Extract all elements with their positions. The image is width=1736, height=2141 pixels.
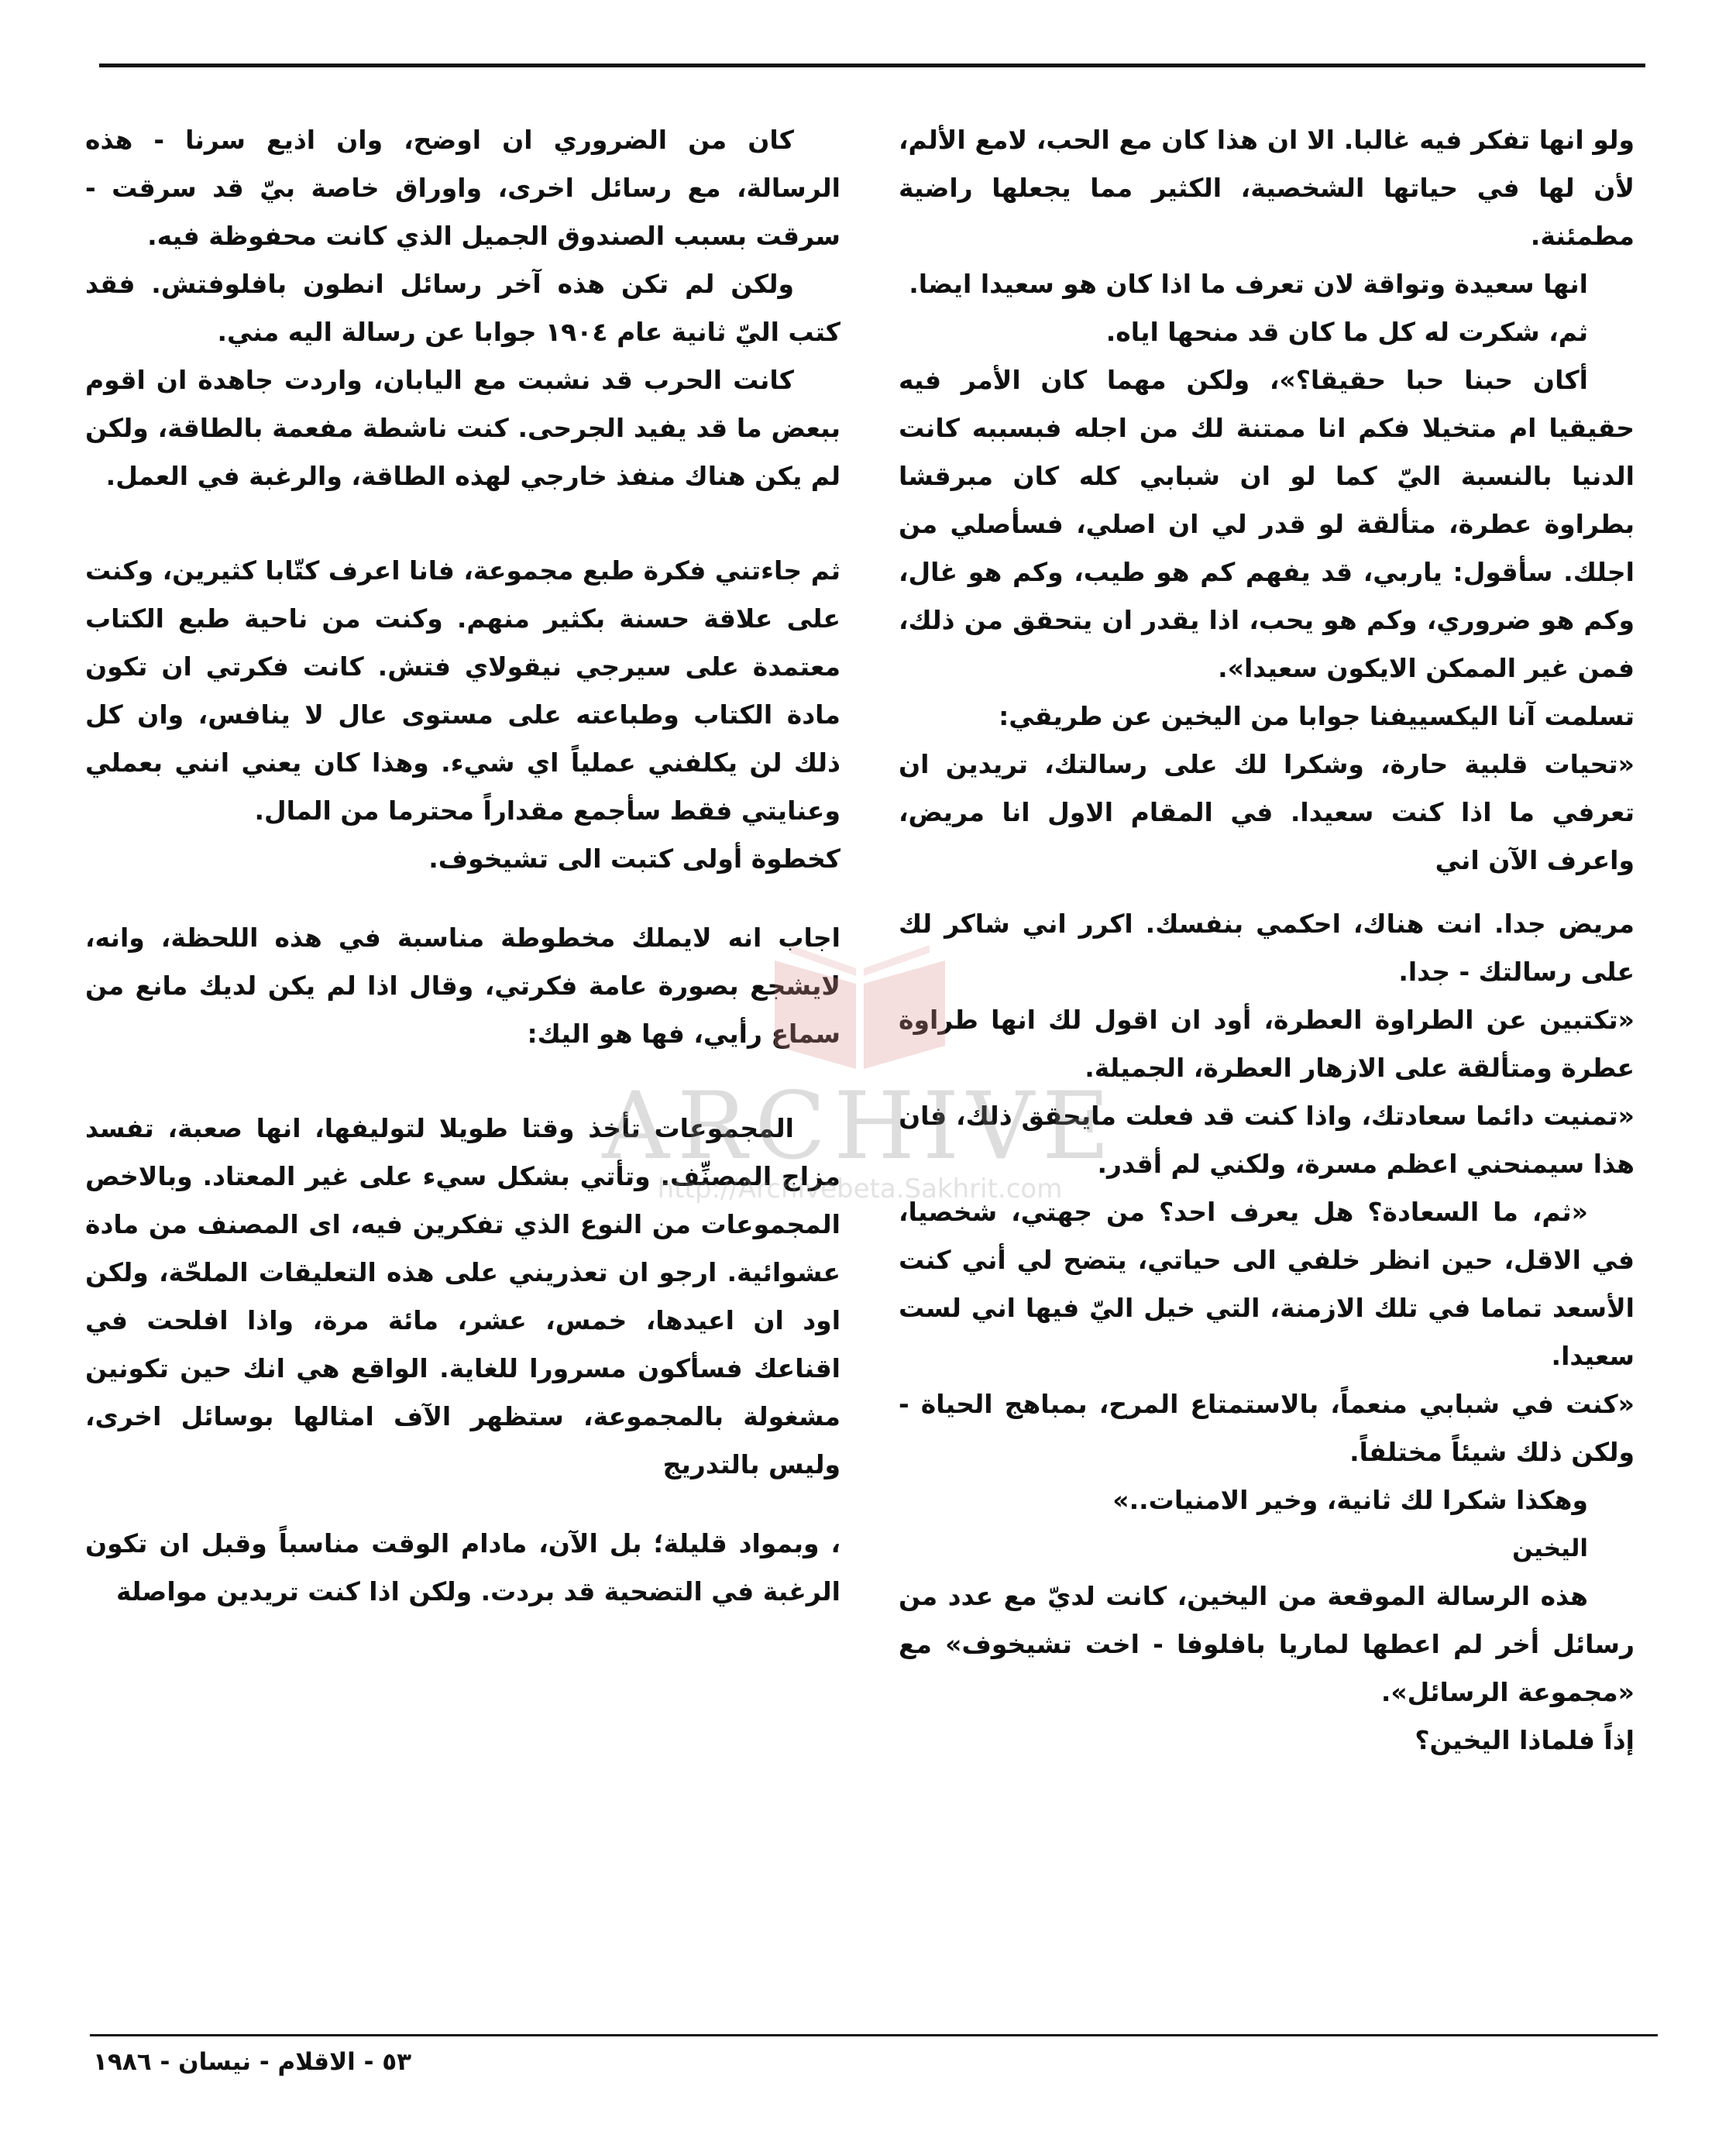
paragraph: «تكتبين عن الطراوة العطرة، أود ان اقول لك انها طراوة عطرة ومتألقة على الازهار العطرة، الجميلة.: [899, 1005, 1635, 1083]
left-column: [85, 116, 840, 1616]
paragraph: وهكذا شكرا لك ثانية، وخير الامنيات..»: [1112, 1485, 1588, 1515]
paragraph: انها سعيدة وتواقة لان تعرف ما اذا كان هو سعيدا ايضا.: [909, 269, 1588, 299]
paragraph: كخطوة أولى كتبت الى تشيخوف.: [428, 844, 840, 874]
paragraph: إذاً فلماذا اليخين؟: [1415, 1725, 1635, 1755]
top-rule: [99, 64, 1645, 67]
paragraph: ثم جاءتني فكرة طبع مجموعة، فانا اعرف كتّابا كثيرين، وكنت على علاقة حسنة بكثير منهم. وكنت من ناحية طبع الكتاب معتمدة على سيرجي نيقولاي فتش. كانت فكرتي ان تكون مادة الكتاب وطباعته على مستوى عال لا ينافس، وان كل ذلك لن يكلفني عملياً اي شيء. وهذا كان يعني انني بعملي وعنايتي فقط سأجمع مقداراً محترما من المال.: [85, 555, 840, 826]
paragraph: مريض جدا. انت هناك، احكمي بنفسك. اكرر اني شاكر لك على رسالتك - جدا.: [899, 909, 1635, 987]
paragraph: كان من الضروري ان اوضح، وان اذيع سرنا - هذه الرسالة، مع رسائل اخرى، واوراق خاصة بيّ قد سرقت - سرقت بسبب الصندوق الجميل الذي كانت محفوظة فيه.: [85, 125, 840, 251]
paragraph: ولو انها تفكر فيه غالبا. الا ان هذا كان مع الحب، لامع الألم، لأن لها في حياتها الشخصية، الكثير مما يجعلها راضية مطمئنة.: [899, 125, 1635, 251]
paragraph: «تمنيت دائما سعادتك، واذا كنت قد فعلت مايحقق ذلك، فان هذا سيمنحني اعظم مسرة، ولكني لم أقدر.: [899, 1101, 1635, 1179]
paragraph: تسلمت آنا اليكسييفنا جوابا من اليخين عن طريقي:: [999, 701, 1635, 731]
paragraph: ، وبمواد قليلة؛ بل الآن، مادام الوقت مناسباً وقبل ان تكون الرغبة في التضحية قد بردت. ولكن اذا كنت تريدين مواصلة: [85, 1528, 840, 1607]
paragraph: «ثم، ما السعادة؟ هل يعرف احد؟ من جهتي، شخصيا، في الاقل، حين انظر خلفي الى حياتي، يتضح لي أني كنت الأسعد تماما في تلك الازمنة، التي خيل اليّ فيها اني لست سعيدا.: [899, 1197, 1635, 1371]
paragraph: كانت الحرب قد نشبت مع اليابان، واردت جاهدة ان اقوم ببعض ما قد يفيد الجرحى. كنت ناشطة مفعمة بالطاقة، ولكن لم يكن هناك منفذ خارجي لهذه الطاقة، والرغبة في العمل.: [85, 365, 840, 491]
paragraph: هذه الرسالة الموقعة من اليخين، كانت لديّ مع عدد من رسائل أخر لم اعطها لماريا بافلوفا - اخت تشيخوف» مع «مجموعة الرسائل».: [899, 1581, 1635, 1707]
watermark-url: http://Archivebeta.Sakhrit.com: [657, 1174, 1063, 1205]
paragraph: «تحيات قلبية حارة، وشكرا لك على رسالتك، تريدين ان تعرفي ما اذا كنت سعيدا. في المقام الاول انا مريض، واعرف الآن اني: [899, 749, 1635, 875]
paragraph: «كنت في شبابي منعماً، بالاستمتاع المرح، بمباهج الحياة - ولكن ذلك شيئاً مختلفاً.: [899, 1389, 1635, 1467]
watermark-title: ARCHIVE: [602, 1073, 1118, 1180]
page-footer: ٥٣ - الاقلام - نيسان - ١٩٨٦: [93, 2048, 412, 2076]
paragraph: المجموعات تأخذ وقتا طويلا لتوليفها، انها صعبة، تفسد مزاج المصنِّف. وتأتي بشكل سيء على غير المعتاد. وبالاخص المجموعات من النوع الذي تفكرين فيه، اى المصنف من مادة عشوائية. ارجو ان تعذريني على هذه التعليقات الملحّة، ولكن اود ان اعيدها، خمس، عشر، مائة مرة، واذا افلحت في اقناعك فسأكون مسرورا للغاية. الواقع هي انك حين تكونين مشغولة بالمجموعة، ستظهر الآف امثالها بوسائل اخرى، وليس بالتدريج: [85, 1113, 840, 1479]
signature: اليخين: [1512, 1534, 1588, 1562]
right-column: [899, 116, 1635, 1765]
paragraph: أكان حبنا حبا حقيقا؟»، ولكن مهما كان الأمر فيه حقيقيا ام متخيلا فكم انا ممتنة لك من اجله فبسببه كانت الدنيا بالنسبة اليّ كما لو ان شبابي كله كان مبرقشا بطراوة عطرة، متألقة لو قدر لي ان اصلي، فسأصلي من اجلك. سأقول: ياربي، قد يفهم كم هو طيب، وكم هو غال، وكم هو ضروري، وكم هو يحب، اذا يقدر ان يتحقق من ذلك، فمن غير الممكن الايكون سعيدا».: [899, 365, 1635, 683]
paragraph: اجاب انه لايملك مخطوطة مناسبة في هذه اللحظة، وانه، لايشجع بصورة عامة فكرتي، وقال اذا لم يكن لديك مانع من سماع رأيي، فها هو اليك:: [85, 923, 840, 1049]
paragraph: ولكن لم تكن هذه آخر رسائل انطون بافلوفتش. فقد كتب اليّ ثانية عام ١٩٠٤ جوابا عن رسالة اليه مني.: [85, 269, 840, 347]
bottom-rule: [90, 2034, 1658, 2036]
paragraph: ثم، شكرت له كل ما كان قد منحها اياه.: [1105, 317, 1588, 347]
